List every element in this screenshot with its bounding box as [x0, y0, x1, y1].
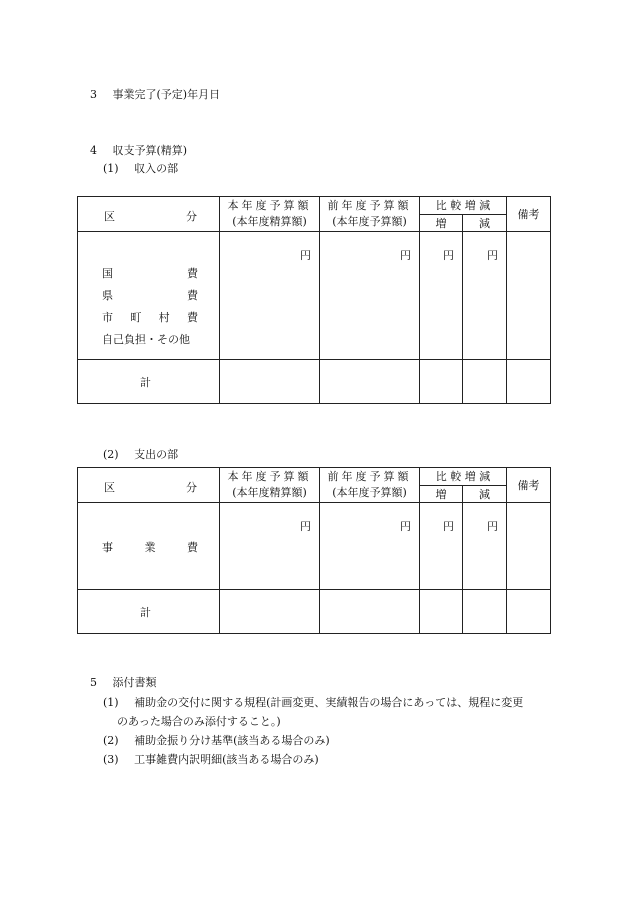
- income-total-previous: [320, 360, 420, 404]
- expense-item-project: 事 業 費: [102, 541, 198, 554]
- previous-header-line1: 前年度予算額: [327, 199, 412, 212]
- expense-title: 支出の部: [134, 448, 179, 461]
- section4-heading: [90, 142, 187, 158]
- section3-heading: [90, 86, 220, 102]
- current-header-line2: (本年度精算額): [232, 486, 307, 499]
- attachment-item-2: [103, 732, 330, 748]
- attachment-item-text: 補助金振り分け基準(該当ある場合のみ): [134, 734, 330, 747]
- section5-title: 添付書類: [112, 676, 157, 689]
- income-total-label: 計: [78, 360, 220, 404]
- section3-title: 事業完了(予定)年月日: [112, 88, 221, 101]
- expense-kubun-header: [78, 468, 220, 503]
- expense-total-increase: [420, 590, 463, 634]
- income-item-self-other: 自己負担・その他: [102, 333, 190, 346]
- section5-heading: [90, 674, 157, 690]
- income-decrease-unit: 円: [463, 232, 507, 360]
- income-item-prefecture: 県 費: [102, 289, 198, 302]
- expense-total-remarks: [507, 590, 551, 634]
- income-remarks-cell: [507, 232, 551, 360]
- income-increase-unit: 円: [420, 232, 463, 360]
- income-current-header: [220, 197, 320, 232]
- previous-header-line2: (本年度予算額): [332, 215, 407, 228]
- expense-decrease-unit: 円: [463, 503, 507, 590]
- kubun-left-char: 区: [104, 210, 115, 223]
- kubun-left-char: 区: [104, 481, 115, 494]
- income-previous-unit: 円: [320, 232, 420, 360]
- income-total-increase: [420, 360, 463, 404]
- income-total-decrease: [463, 360, 507, 404]
- attachment-item-3: [103, 751, 319, 767]
- current-header-line1: 本年度予算額: [227, 470, 312, 483]
- attachment-item-number: (1): [103, 696, 119, 709]
- expense-increase-unit: 円: [420, 503, 463, 590]
- expense-previous-unit: 円: [320, 503, 420, 590]
- income-subheading: [103, 160, 178, 176]
- section5-number: 5: [90, 676, 97, 689]
- income-table: [77, 196, 551, 404]
- income-compare-header: 比 較 増 減: [420, 197, 507, 215]
- kubun-right-char: 分: [186, 210, 197, 223]
- income-number: (1): [103, 162, 119, 175]
- expense-total-label: 計: [78, 590, 220, 634]
- income-increase-header: 増: [420, 214, 463, 232]
- attachment-item-number: (2): [103, 734, 119, 747]
- expense-current-header: [220, 468, 320, 503]
- attachment-item-1: [103, 694, 523, 710]
- income-decrease-header: 減: [463, 214, 507, 232]
- current-header-line2: (本年度精算額): [232, 215, 307, 228]
- expense-subheading: [103, 446, 178, 462]
- expense-previous-header: [320, 468, 420, 503]
- income-item-national: 国 費: [102, 267, 198, 280]
- current-header-line1: 本年度予算額: [227, 199, 312, 212]
- income-kubun-header: [78, 197, 220, 232]
- section3-number: 3: [90, 88, 97, 101]
- section4-number: 4: [90, 144, 97, 157]
- section4-title: 収支予算(精算): [112, 144, 188, 157]
- previous-header-line1: 前年度予算額: [327, 470, 412, 483]
- expense-remarks-header: 備考: [507, 468, 551, 503]
- attachment-item-number: (3): [103, 753, 119, 766]
- attachment-item-1-continued: のあった場合のみ添付すること。): [117, 715, 281, 728]
- expense-increase-header: 増: [420, 485, 463, 503]
- expense-table: [77, 467, 551, 634]
- expense-items-cell: [78, 503, 220, 590]
- expense-total-previous: [320, 590, 420, 634]
- expense-current-unit: 円: [220, 503, 320, 590]
- expense-remarks-cell: [507, 503, 551, 590]
- income-item-municipal: 市 町 村 費: [102, 311, 198, 324]
- expense-total-decrease: [463, 590, 507, 634]
- attachment-item-text: 補助金の交付に関する規程(計画変更、実績報告の場合にあっては、規程に変更: [134, 696, 524, 709]
- attachment-item-text: 工事雑費内訳明細(該当ある場合のみ): [134, 753, 319, 766]
- income-total-current: [220, 360, 320, 404]
- expense-total-current: [220, 590, 320, 634]
- income-items-cell: [78, 232, 220, 360]
- kubun-right-char: 分: [186, 481, 197, 494]
- expense-decrease-header: 減: [463, 485, 507, 503]
- income-current-unit: 円: [220, 232, 320, 360]
- income-remarks-header: 備考: [507, 197, 551, 232]
- income-title: 収入の部: [134, 162, 179, 175]
- expense-compare-header: 比 較 増 減: [420, 468, 507, 486]
- expense-number: (2): [103, 448, 119, 461]
- income-total-remarks: [507, 360, 551, 404]
- income-previous-header: [320, 197, 420, 232]
- previous-header-line2: (本年度予算額): [332, 486, 407, 499]
